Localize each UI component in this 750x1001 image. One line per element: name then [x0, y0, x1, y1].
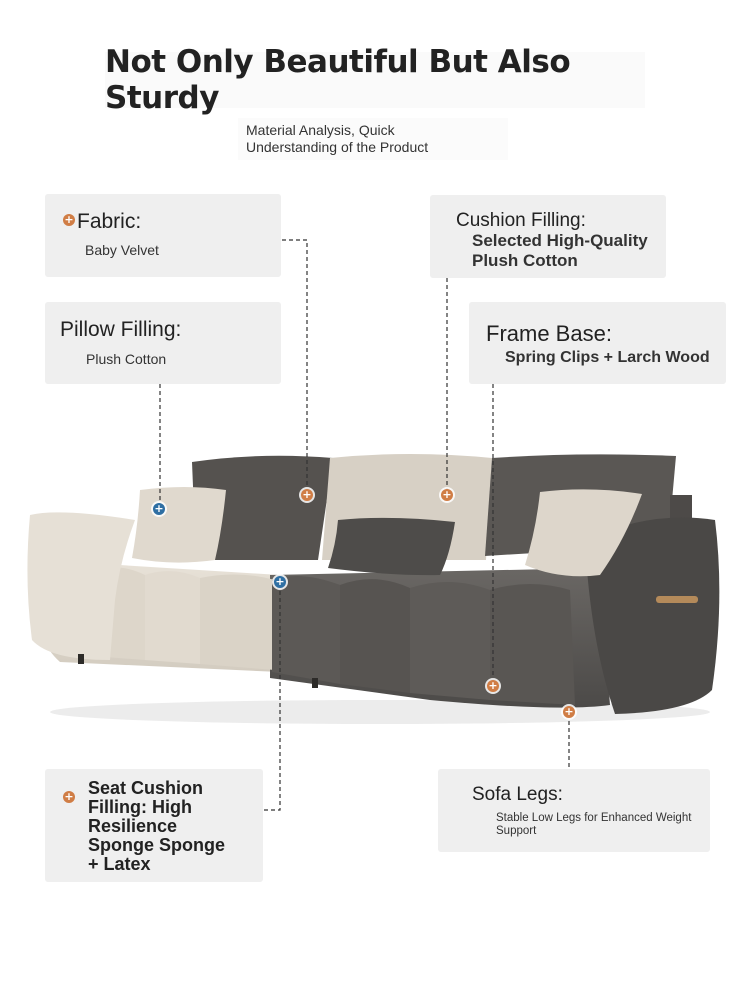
marker-fabric-icon[interactable]: + [302, 488, 312, 501]
pillow-heading: Pillow Filling: [60, 318, 182, 341]
seat-line-2: Filling: High [88, 797, 192, 817]
seat-text [88, 779, 225, 874]
marker-legs-icon[interactable]: + [564, 705, 574, 718]
subtitle-line-2: Understanding of the Product [246, 139, 429, 155]
seat-line-1: Seat Cushion [88, 778, 204, 798]
legs-line-1: Stable Low Legs for Enhanced Weight [496, 812, 692, 824]
pillow-card [45, 302, 281, 384]
marker-frame-icon[interactable]: + [488, 679, 498, 692]
page-title: Not Only Beautiful But Also Sturdy [105, 52, 645, 108]
marker-pillow-icon[interactable]: + [154, 502, 164, 515]
subtitle-line-1: Material Analysis, Quick [246, 122, 395, 138]
seat-plus-icon: + [64, 790, 74, 803]
pillow-detail: Plush Cotton [86, 351, 167, 367]
marker-cushion-icon[interactable]: + [442, 488, 452, 501]
seat-line-5: + Latex [88, 854, 151, 874]
seat-line-4: Sponge Sponge [88, 835, 225, 855]
frame-card [469, 302, 726, 384]
cushion-line-2: Plush Cotton [472, 251, 578, 270]
fabric-detail: Baby Velvet [85, 242, 159, 258]
marker-seat-icon[interactable]: + [275, 575, 285, 588]
fabric-heading: Fabric: [77, 210, 142, 233]
legs-detail [496, 812, 691, 838]
cushion-heading: Cushion Filling: [456, 210, 586, 231]
legs-line-2: Support [496, 825, 537, 837]
cushion-line-1: Selected High-Quality [472, 231, 648, 250]
seat-card [45, 769, 263, 882]
fabric-card [45, 194, 281, 277]
cushion-card [430, 195, 666, 278]
legs-card [438, 769, 710, 852]
fabric-plus-icon: + [64, 213, 74, 226]
seat-line-3: Resilience [88, 816, 178, 836]
frame-heading: Frame Base: [486, 321, 612, 346]
legs-heading: Sofa Legs: [472, 784, 563, 805]
frame-detail: Spring Clips + Larch Wood [505, 349, 710, 366]
